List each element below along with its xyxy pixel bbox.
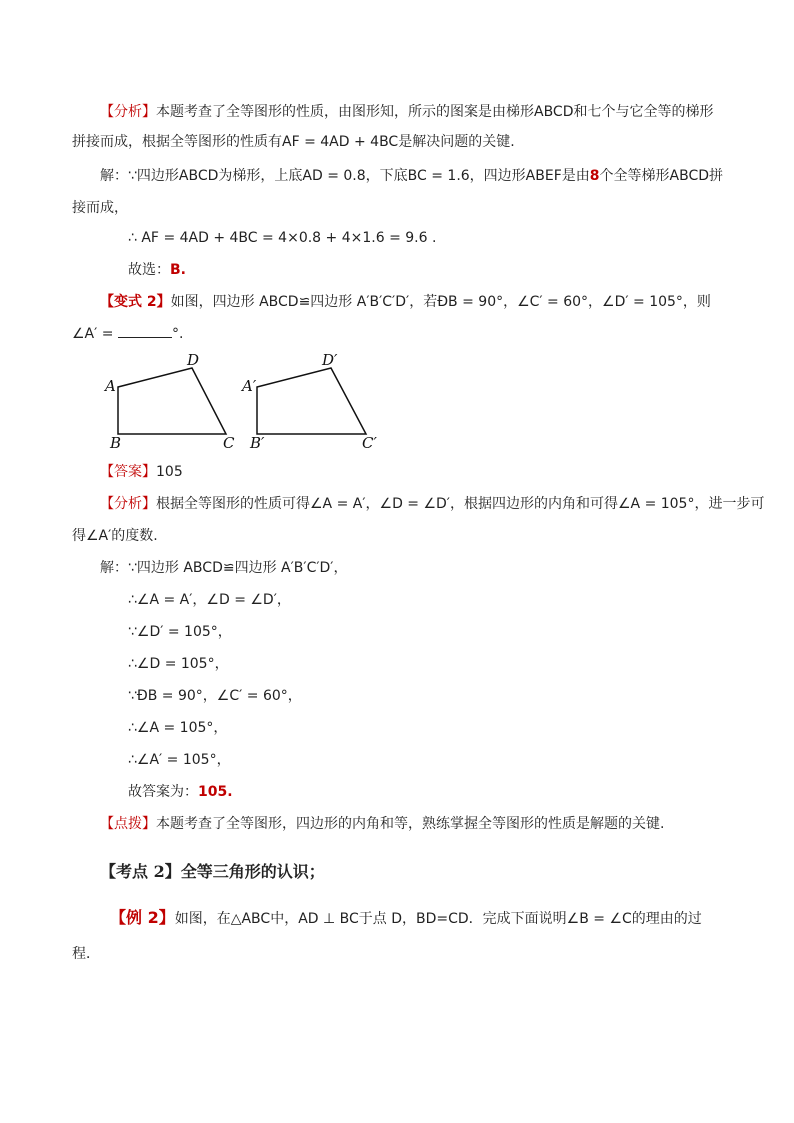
analysis-2-line-1 — [100, 494, 764, 514]
solution-text: 解：∵四边形ABCD为梯形，上底AD = 0.8，下底BC = 1.6，四边形ABEF是由 — [100, 168, 590, 184]
analysis-1-line-1 — [100, 102, 714, 122]
variant-text: 如图，四边形 ABCD≌四边形 A′B′C′D′，若ÐB = 90°，∠C′ = 60°，∠D′ = 105°，则 — [170, 294, 711, 310]
analysis-2-line-2: 得∠A′的度数. — [72, 528, 158, 544]
tip-text: 本题考查了全等图形，四边形的内角和等，熟练掌握全等图形的性质是解题的关键. — [156, 816, 665, 832]
analysis-1-line-2: 拼接而成，根据全等图形的性质有AF = 4AD + 4BC是解决问题的关键. — [72, 134, 515, 150]
example-text: 如图，在△ABC中，AD ⊥ BC于点 D，BD=CD．完成下面说明∠B = ∠C的理由的过 — [174, 911, 702, 927]
variant-2-line-2 — [72, 323, 183, 344]
tip-line — [100, 814, 664, 834]
solution-2-line: ∴∠D = 105°， — [128, 656, 229, 672]
variant-tag: 【变式 2】 — [100, 294, 171, 310]
answer-value: 105 — [156, 464, 183, 480]
solution-1-choice — [128, 260, 186, 280]
answer-line — [100, 462, 183, 482]
answer-blank — [118, 323, 172, 338]
analysis-2-text: 根据全等图形的性质可得∠A = A′，∠D = ∠D′，根据四边形的内角和可得∠A = 105°，进一步可 — [156, 496, 765, 512]
solution-2-line: ∴∠A′ = 105°， — [128, 752, 231, 768]
label-a: A — [105, 377, 116, 395]
example-tag: 【例 2】 — [110, 908, 175, 927]
blank-prefix: ∠A′ = — [72, 326, 118, 342]
quadrilateral-abcd — [118, 368, 226, 434]
quadrilateral-figure — [100, 350, 390, 450]
solution-1-line-2: 接而成， — [72, 200, 128, 216]
analysis-text: 本题考查了全等图形的性质，由图形知，所示的图案是由梯形ABCD和七个与它全等的梯形 — [156, 104, 714, 120]
solution-text-tail: 个全等梯形ABCD拼 — [599, 168, 724, 184]
final-value: 105. — [198, 784, 233, 800]
choice-value: B. — [170, 262, 186, 278]
final-prefix: 故答案为： — [128, 784, 198, 800]
label-a-prime: A′ — [242, 377, 257, 395]
label-b: B — [110, 434, 122, 450]
label-d-prime: D′ — [322, 351, 338, 369]
solution-count: 8 — [589, 168, 600, 184]
example-2-line-1 — [110, 908, 702, 929]
label-d: D — [187, 351, 200, 369]
analysis-tag: 【分析】 — [100, 104, 156, 120]
section-heading: 【考点 2】全等三角形的认识； — [100, 862, 325, 881]
solution-2-final — [128, 782, 233, 802]
solution-2-line: ∵ÐB = 90°，∠C′ = 60°， — [128, 688, 302, 704]
answer-tag: 【答案】 — [100, 464, 156, 480]
solution-2-line: 解：∵四边形 ABCD≌四边形 A′B′C′D′， — [100, 560, 348, 576]
example-2-line-2: 程． — [72, 946, 100, 962]
choice-prefix: 故选： — [128, 262, 170, 278]
blank-suffix: °. — [171, 326, 184, 342]
solution-1-line-1 — [100, 166, 723, 186]
label-b-prime: B′ — [250, 434, 265, 450]
solution-2-line: ∴∠A = A′，∠D = ∠D′， — [128, 592, 291, 608]
label-c: C — [223, 434, 235, 450]
analysis-2-tag: 【分析】 — [100, 496, 156, 512]
solution-1-equation: ∴ AF = 4AD + 4BC = 4×0.8 + 4×1.6 = 9.6 . — [128, 230, 437, 246]
label-c-prime: C′ — [362, 434, 377, 450]
variant-2-line-1 — [100, 292, 711, 312]
tip-tag: 【点拨】 — [100, 816, 156, 832]
solution-2-line: ∴∠A = 105°， — [128, 720, 228, 736]
quadrilateral-abcd-prime — [257, 368, 366, 434]
solution-2-line: ∵∠D′ = 105°， — [128, 624, 232, 640]
